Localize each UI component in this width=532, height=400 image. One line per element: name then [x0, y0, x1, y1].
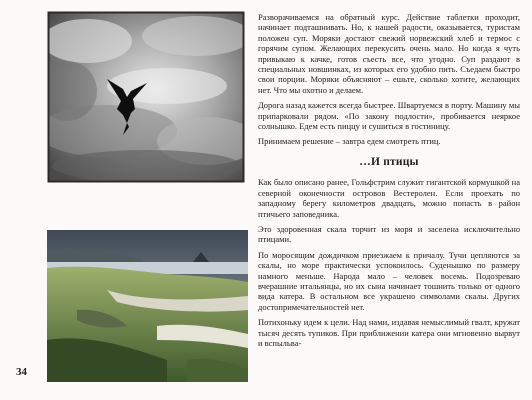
paragraph: Как было описано ранее, Гольфстрим служит гигантской кормушкой на северной оконечности островов Вестеролен. Если проехать по западному берегу километров двадцать, можно попасть в район птичьего заповедника.	[258, 177, 520, 219]
section-heading: …И птицы	[359, 155, 419, 168]
paragraph: Принимаем решение – завтра едем смотреть птиц.	[258, 136, 441, 147]
paragraph: Дорога назад кажется всегда быстрее. Швартуемся в порту. Машину мы припарковали рядом. «По закону подлости», пробивается неяркое солнышко. Едем есть пиццу и сушиться в гостиницу.	[258, 100, 520, 132]
paragraph: Потихоньку идем к цели. Над нами, издавая немыслимый гвалт, кружат тысяч десять тупиков. При приближении катера они мгновенно вырвут и вспыльва-	[258, 317, 520, 348]
article-text	[258, 12, 520, 353]
paragraph: Разворачиваемся на обратный курс. Действие таблетки проходит, начинает подташнивать. Но, к нашей радости, оказывается, туристам положен суп. Моряки достают свежий норвежский хлеб и термос с горячим супом. Желающих перекусить очень мало. Но когда я чуть привыкаю к качке, готов съесть все, что угодно. Суп раздают в специальных новшинках, из которых его удобно пить. Съедаем быстро свои порции. Моряки объясняют – ешьте, сколько хотите, желающих нет. Что мы охотно и делаем.	[258, 12, 520, 95]
paragraph: Это здоровенная скала торчит из моря и заселена исключительно птицами.	[258, 223, 520, 245]
page-number: 34	[16, 366, 27, 378]
paragraph: По моросящим дождичком приезжаем к причалу. Тучи цепляются за скалы, но море практически успокоилось. Суденышко по размеру намного меньше. Народа мало – человек восемь. Подозреваю вчерашние итальянцы, но их сына начинает тошнить только от одного вида катера. В остальном все украшено символами скалы. Других достопримечательностей нет.	[258, 249, 520, 312]
coastal-dunes-photo	[47, 230, 248, 382]
eagle-sky-photo	[47, 11, 245, 183]
